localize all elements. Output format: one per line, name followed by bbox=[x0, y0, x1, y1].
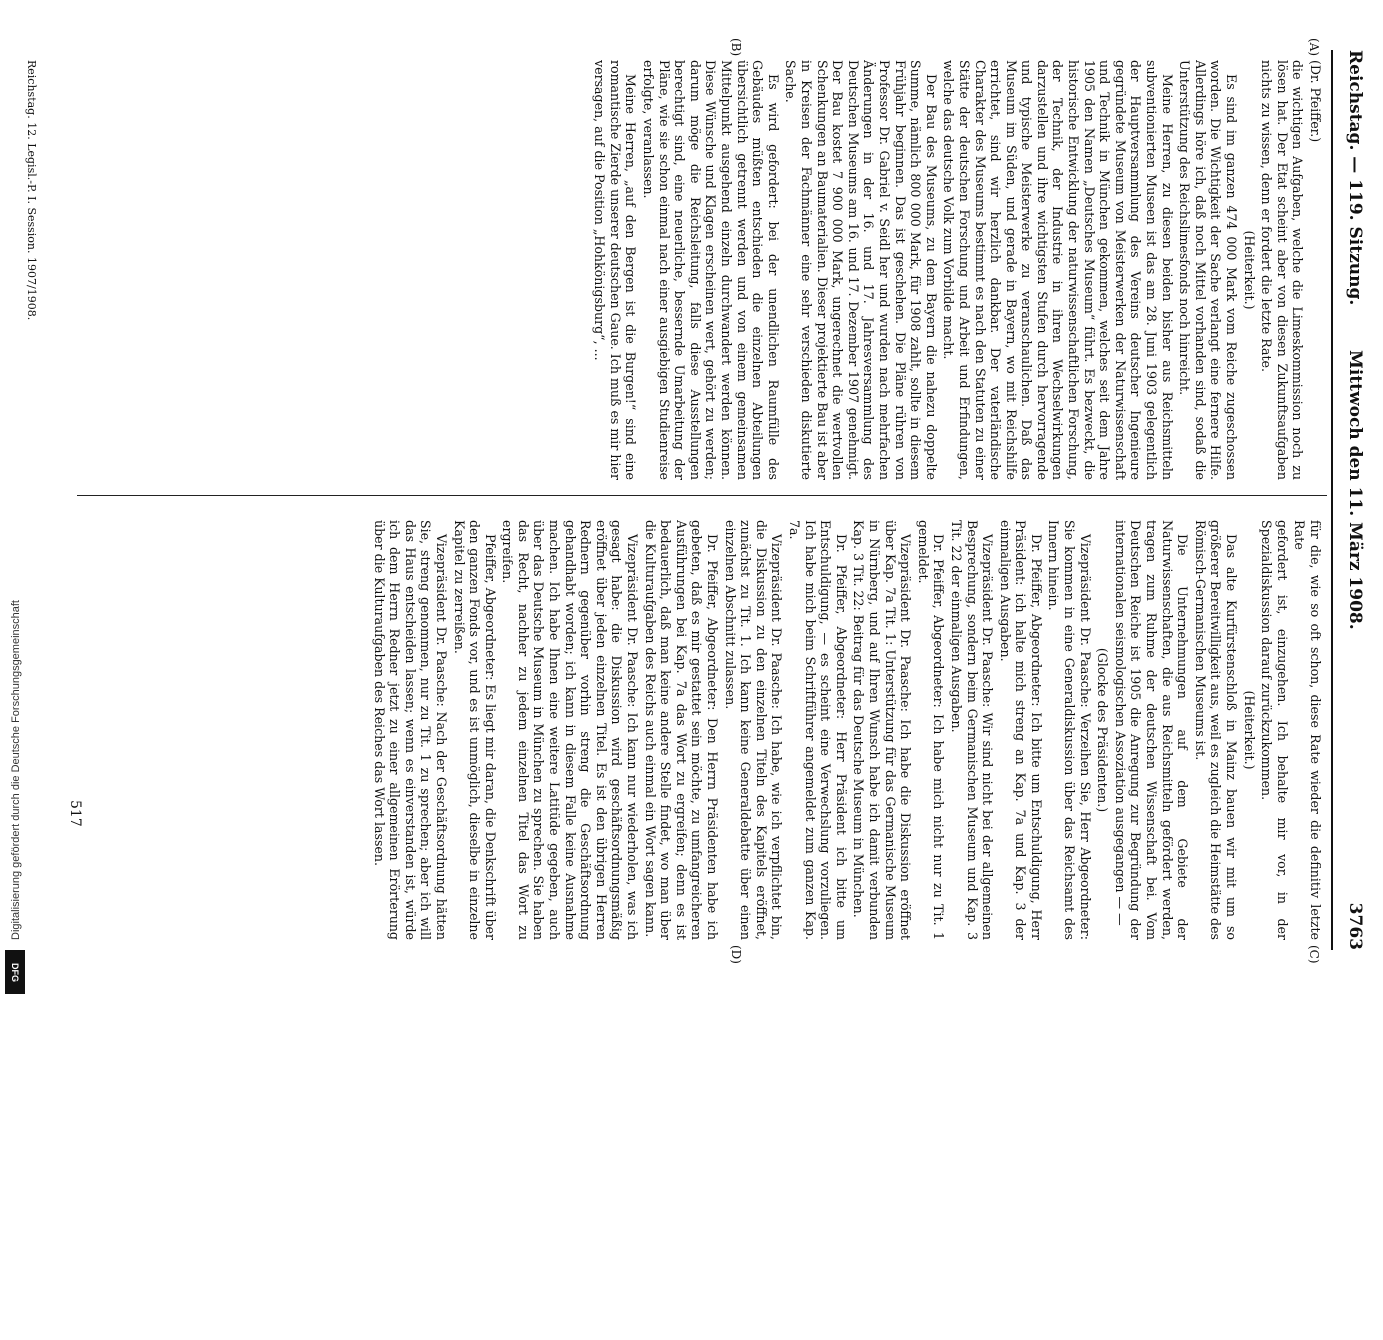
paragraph: Vizepräsident Dr. Paasche: Ich habe, wie ich verpflichtet bin, die Diskussion zu den einzelnen Titeln des Kapitels eröffnet, zunächst zu Tit. 1. Ich kann keine Generaldebatte über einen einzelnen Abschnitt zulassen. bbox=[722, 520, 785, 940]
right-text-column bbox=[43, 520, 1323, 940]
header-left: Reichstag. — 119. Sitzung. bbox=[1345, 50, 1365, 306]
paragraph: Pfeiffer, Abgeordneter: Es liegt mir daran, die Denkschrift über den ganzen Fonds vor, und es ist unmöglich, dieselbe in einzelne Kapitel zu zerreißen. bbox=[451, 520, 498, 940]
footer-session-note: Reichstag. 12. Legisl.-P. I. Session. 1907/1908. bbox=[25, 60, 38, 321]
margin-mark-b: (B) bbox=[729, 38, 743, 57]
paragraph: Die Unternehmungen auf dem Gebiete der Naturwissenschaften, die aus Reichsmitteln gefördert werden, tragen zum Ruhme der deutschen Wissenschaft bei. Vom Deutschen Reiche ist 1905 die Anregung zur Begründung der internationalen seismologischen Assoziation ausgegangen — — bbox=[1112, 520, 1191, 940]
paragraph: Meine Herren, zu diesen beiden bisher aus Reichsmitteln subventionierten Museen ist das am 28. Juni 1903 gelegentlich der Hauptversammlung des Vereins deutscher Ingenieure gegründete Museum von Meisterwerken der Naturwissenschaft und Technik in München gekommen, welches seit dem Jahre 1905 den Namen „Deutsches Museum“ führt. Es bezweckt, die historische Entwicklung der naturwissenschaftlichen Forschung, der Technik, der Industrie in ihren Wechselwirkungen darzustellen und ihre wichtigsten Stufen durch hervorragende und typische Meisterwerke zu veranschaulichen. Daß das Museum im Süden, und gerade in Bayern, wo mit Reichshilfe errichtet, sind wir herzlich dankbar. Der vaterländische Charakter des Museums bestimmt es nach den Statuten zu einer Stätte der deutschen Forschung und Arbeit und Erfindungen, welche das deutsche Volk zum Vorbilde macht. bbox=[941, 60, 1175, 480]
dfg-logo: DFG bbox=[5, 950, 25, 994]
paragraph: (Dr. Pfeiffer.) bbox=[1308, 60, 1323, 143]
paragraph: gefordert ist, einzugehen. Ich behalte mir vor, in der Spezialdiskussion darauf zurückzukommen. bbox=[1259, 520, 1290, 940]
paragraph: (Heiterkeit.) bbox=[1241, 230, 1257, 310]
header-page-number: 3763 bbox=[1345, 902, 1365, 950]
paragraph: für die, wie so oft schon, diese Rate wieder die definitiv letzte Rate bbox=[1292, 520, 1323, 940]
paragraph: Meine Herren, „auf den Bergen ist die Burgen!“ sind eine romantische Zierde unserer deutschen Gaue. Ich muß es mir hier versagen, auf die Position „Hohkönigsburg“, ... bbox=[592, 60, 639, 480]
paragraph: Der Bau des Museums, zu dem Bayern die nahezu doppelte Summe, nämlich 800 000 Mark, für 1908 zahlt, sollte in diesem Frühjahr beginnen. Das ist geschehen. Die Pläne rühren von Professor Dr. Gabriel v. Seidl her und wurden nach mehrfachen Änderungen in der 16. und 17. Jahresversammlung des Deutschen Museums am 16. und 17. Dezember 1907 genehmigt. Der Bau kostet 7 900 000 Mark, ungerechnet die wertvollen Schenkungen an Baumaterialien. Dieser projektierte Bau ist aber in Kreisen der Fachmänner eine sehr verschieden diskutierte Sache. bbox=[783, 60, 939, 480]
header-rule bbox=[1331, 50, 1333, 950]
paragraph: (Glocke des Präsidenten.) bbox=[1095, 647, 1111, 813]
paragraph: Dr. Pfeiffer, Abgeordneter: Herr Präsident ich bitte um Entschuldigung, — es scheint eine Verwechslung vorzuliegen. Ich habe mich beim Schriftführer angemeldet zum ganzen Kap. 7a. bbox=[787, 520, 849, 940]
paragraph: Vizepräsident Dr. Paasche: Ich habe die Diskussion eröffnet über Kap. 7a Tit. 1: Unterstützung für das Germanische Museum in Nürnberg, und auf Ihren Wunsch habe ich damit verbunden Kap. 3 Tit. 22: Beitrag für das Deutsche Museum in München. bbox=[851, 520, 914, 940]
paragraph: Das alte Kurfürstenschloß in Mainz bauen wir mit um so größerer Bereitwilligkeit aus, weil es zugleich die Heimstätte des Römisch-Germanischen Museums ist. bbox=[1192, 520, 1240, 940]
paragraph: Vizepräsident Dr. Paasche: Wir sind nicht bei der allgemeinen Besprechung, sondern beim Germanischen Museum und Kap. 3 Tit. 22 der einmaligen Ausgaben. bbox=[948, 520, 996, 940]
paragraph: Dr. Pfeiffer, Abgeordneter: Ich bitte um Entschuldigung, Herr Präsident: ich halte mich streng an Kap. 7a und Kap. 3 der einmaligen Ausgaben. bbox=[997, 520, 1044, 940]
paragraph: die wichtigen Aufgaben, welche die Limeskommission noch zu lösen hat. Der Etat scheint aber von diesen Zukunftsaufgaben nichts zu wissen, denn er fordert die letzte Rate. bbox=[1259, 60, 1306, 480]
page-header bbox=[1335, 50, 1365, 950]
paragraph: Es wird gefordert: bei der unendlichen Raumfülle des Gebäudes müßten entschieden die einzelnen Abteilungen übersichtlich getrennt werden und von einem gemeinsamen Mittelpunkt ausgehend einzeln durchwandert werden können. Diese Wünsche und Klagen erscheinen wert, gehört zu werden; darum möge die Reichsleitung, falls diese Ausstellungen berechtigt sind, eine neuerliche, bessernde Umarbeitung der Pläne, wie sie schon einmal nach einer ausgiebigen Studienreise erfolgte, veranlassen. bbox=[641, 60, 781, 480]
paragraph: Es sind im ganzen 474 000 Mark vom Reiche zugeschossen worden. Die Wichtigkeit der Sache verlangt eine fernere Hilfe. Allerdings höre ich, daß noch Mittel vorhanden sind, sodaß die Unterstützung des Reichslimesfonds noch hinreicht. bbox=[1177, 60, 1240, 480]
margin-mark-a: (A) bbox=[1307, 38, 1321, 57]
paragraph: Vizepräsident Dr. Paasche: Nach der Geschäftsordnung hätten Sie, streng genommen, nur zu Tit. 1 zu sprechen; aber ich will das Haus entscheiden lassen; wenn es einverstanden ist, würde ich dem Herrn Redner jetzt zu einer allgemeinen Erörterung über die Kulturaufgaben des Reiches das Wort lassen. bbox=[371, 520, 449, 940]
paragraph: Vizepräsident Dr. Paasche: Verzeihen Sie, Herr Abgeordneter: Sie kommen in eine Generaldiskussion über das Reichsamt des Innern hinein. bbox=[1046, 520, 1093, 940]
header-center: Mittwoch den 11. März 1908. bbox=[1345, 350, 1365, 630]
digitization-note: Digitalisierung gefördert durch die Deutsche Forschungsgemeinschaft bbox=[10, 600, 22, 940]
margin-mark-c: (C) bbox=[1307, 945, 1321, 964]
dfg-strip bbox=[0, 0, 30, 1340]
paragraph: Vizepräsident Dr. Paasche: Ich kann nur wiederholen, was ich gesagt habe: die Diskussion wird geschäftsordnungsmäßig eröffnet über jeden einzelnen Titel. Es ist den übrigen Herren Rednern gegenüber vorhin streng die Geschäftsordnung gehandhabt worden; ich kann in diesem Falle keine Ausnahme machen. Ich habe Ihnen eine weitere Latitüde gegeben, auch über das Deutsche Museum in München zu sprechen. Sie haben das Recht, nachher zu jedem einzelnen Titel das Wort zu ergreifen. bbox=[500, 520, 641, 940]
margin-mark-d: (D) bbox=[729, 945, 743, 964]
left-text-column bbox=[43, 60, 1323, 480]
paragraph: (Heiterkeit.) bbox=[1241, 690, 1257, 770]
column-divider bbox=[77, 495, 1327, 496]
paragraph: Dr. Pfeiffer, Abgeordneter: Ich habe mich nicht nur zu Tit. 1 gemeldet. bbox=[915, 520, 947, 940]
bottom-page-number: 517 bbox=[67, 800, 83, 827]
paragraph: Dr. Pfeiffer, Abgeordneter: Den Herrn Präsidenten habe ich gebeten, daß es mir gestattet sein möchte, zu umfangreicheren Ausführungen bei Kap. 7a das Wort zu ergreifen; denn es ist bedauerlich, daß man keine andere Stelle findet, wo man über die Kulturaufgaben des Reichs auch einmal ein Wort sagen kann. bbox=[642, 520, 721, 940]
